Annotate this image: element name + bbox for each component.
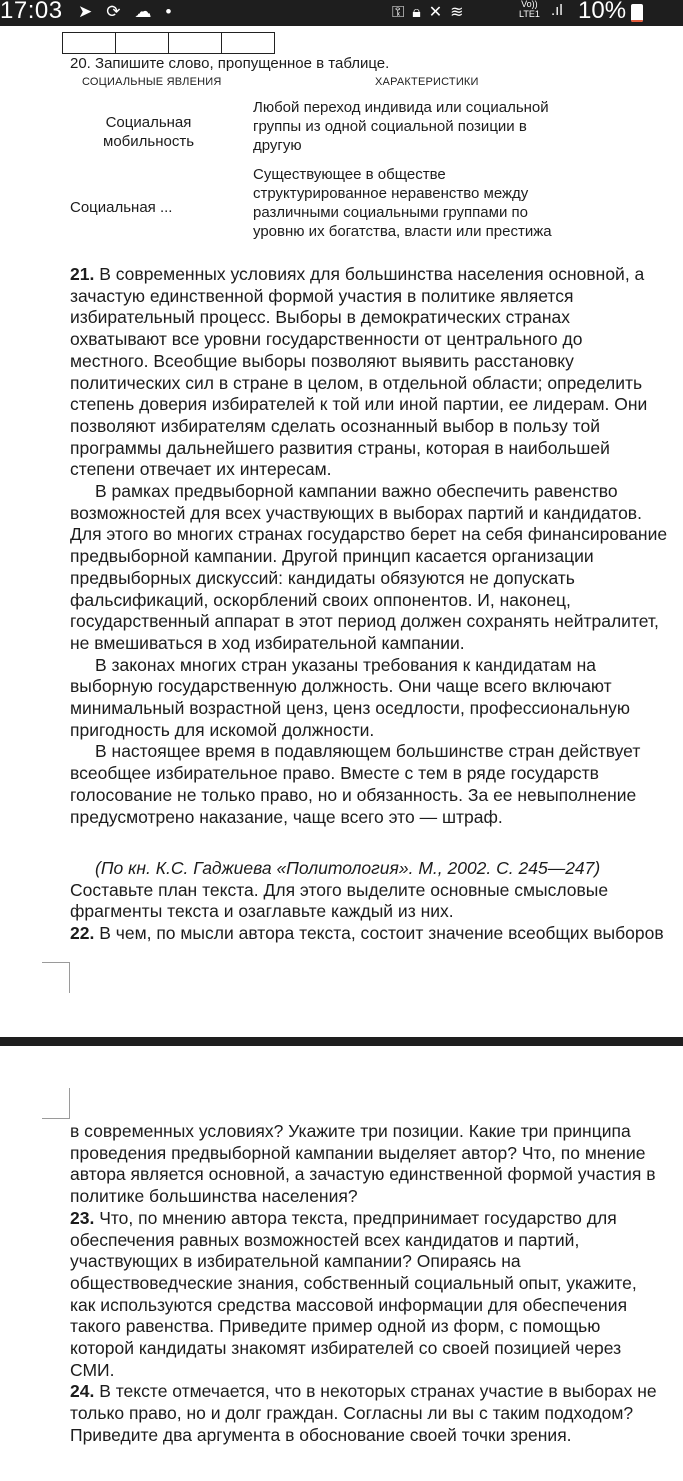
answer-table-fragment — [62, 32, 275, 54]
status-bar — [0, 0, 683, 26]
q21-source-and-task: (По кн. К.С. Гаджиева «Политология». М., 2002. С. 245—247) Составьте план текста. Для этого выделите основные смысловые фрагменты текста и озаглавьте каждый из них. 22. В чем, по мысли автора текста, состоит значение всеобщих выборов — [70, 858, 683, 945]
dot-icon: • — [165, 2, 172, 21]
cloud-icon: ☁ — [134, 2, 152, 21]
navigation-icon: ➤ — [78, 2, 93, 21]
signal-icon: .ıl — [551, 2, 563, 19]
q22-number: 22. — [70, 923, 95, 944]
mute-icon: ✕ — [428, 4, 443, 21]
sync-icon: ⟳ — [106, 2, 121, 21]
notification-icons — [78, 2, 185, 22]
q23-number: 23. — [70, 1207, 95, 1228]
lock-icon: 🔒︎ — [412, 4, 421, 21]
q20-term-1: Социальная мобильность — [103, 114, 195, 150]
battery-percent: 10% — [578, 0, 627, 24]
table-header-phenomena: СОЦИАЛЬНЫЕ ЯВЛЕНИЯ — [82, 76, 222, 88]
page-break — [0, 1037, 683, 1046]
q20-desc-2: Существующее в обществе структурированное неравенство между различными социальными группами по уровню их богатства, власти или престижа — [253, 166, 552, 240]
page2-text: в современных условиях? Укажите три позиции. Какие три принципа проведения предвыборной кампании выделяет автор? Что, по мнение автора является основной, а зачастую единственной формой участия в политике большинства населения? 23. Что, по мнению автора текста, предпринимает государство для обеспечения равных возможностей всех кандидатов и партий, участвующих в избирательной кампании? Опираясь на обществоведческие знания, собственный социальный опыт, укажите, как используются средства массовой информации для обеспечения такого равенства. Приведите пример одной из форм, с помощью которой кандидаты знакомят избирателей со своей позицией через СМИ. 24. В тексте отмечается, что в некоторых странах участие в выборах не только право, но и долг граждан. Согласны ли вы с таким подходом? Приведите два аргумента в обоснование своей точки зрения. — [70, 1121, 657, 1445]
q20-prompt: 20. Запишите слово, пропущенное в таблице. — [70, 55, 390, 72]
source-citation: (По кн. К.С. Гаджиева «Политология». М., 2002. С. 245—247) — [95, 858, 601, 878]
wifi-icon: ≋ — [450, 4, 464, 21]
page-corner-mark — [42, 962, 70, 993]
status-time: 17:03 — [0, 0, 63, 24]
page-corner-mark — [42, 1088, 70, 1119]
system-icons — [392, 2, 472, 22]
q21-text: 21. В современных условиях для большинства населения основной, а зачастую единственной формой участия в политике является избирательный процесс. Выборы в демократических странах охватывают все уровни государственности от центрального до местного. Всеобщие выборы позволяют выявить расстановку политических сил в стране в целом, в отдельной области; определить степень доверия избирателей к той или иной партии, ее лидерам. Они позволяют избирателям сделать осознанный выбор в пользу той программы дальнейшего развития страны, которая в наибольшей степени отвечает их интересам. В рамках предвыборной кампании важно обеспечить равенство возможностей для всех участвующих в выборах партий и кандидатов. Для этого во многих странах государство берет на себя финансирование предвыборной кампании. Другой принцип касается организации предвыборных дискуссий: кандидаты обязуются не допускать фальсификаций, оскорблений своих оппонентов. И, наконец, государственный аппарат в этот период должен сохранять нейтралитет, не вмешиваться в ход избирательной кампании. В законах многих стран указаны требования к кандидатам на выборную государственную должность. Они чаще всего включают минимальный возрастной ценз, ценз оседлости, профессиональную пригодность для искомой должности. В настоящее время в подавляющем большинстве стран действует всеобщее избирательное право. Вместе с тем в ряде государств голосование не только право, но и обязанность. За ее невыполнение предусмотрено наказание, чаще всего это — штраф. — [70, 264, 668, 827]
q20-term-2: Социальная ... — [70, 199, 173, 216]
q21-number: 21. — [70, 264, 95, 284]
network-indicator: Vo)) LTE1 — [519, 0, 540, 19]
q24-number: 24. — [70, 1381, 95, 1402]
battery-icon — [631, 4, 643, 22]
q22-first-line: 22. В чем, по мысли автора текста, состоит значение всеобщих выборов — [70, 923, 664, 944]
q20-desc-1: Любой переход индивида или социальной группы из одной социальной позиции в другую — [253, 99, 549, 154]
key-icon: ⚿ — [392, 4, 405, 21]
table-header-characteristics: ХАРАКТЕРИСТИКИ — [375, 76, 479, 88]
